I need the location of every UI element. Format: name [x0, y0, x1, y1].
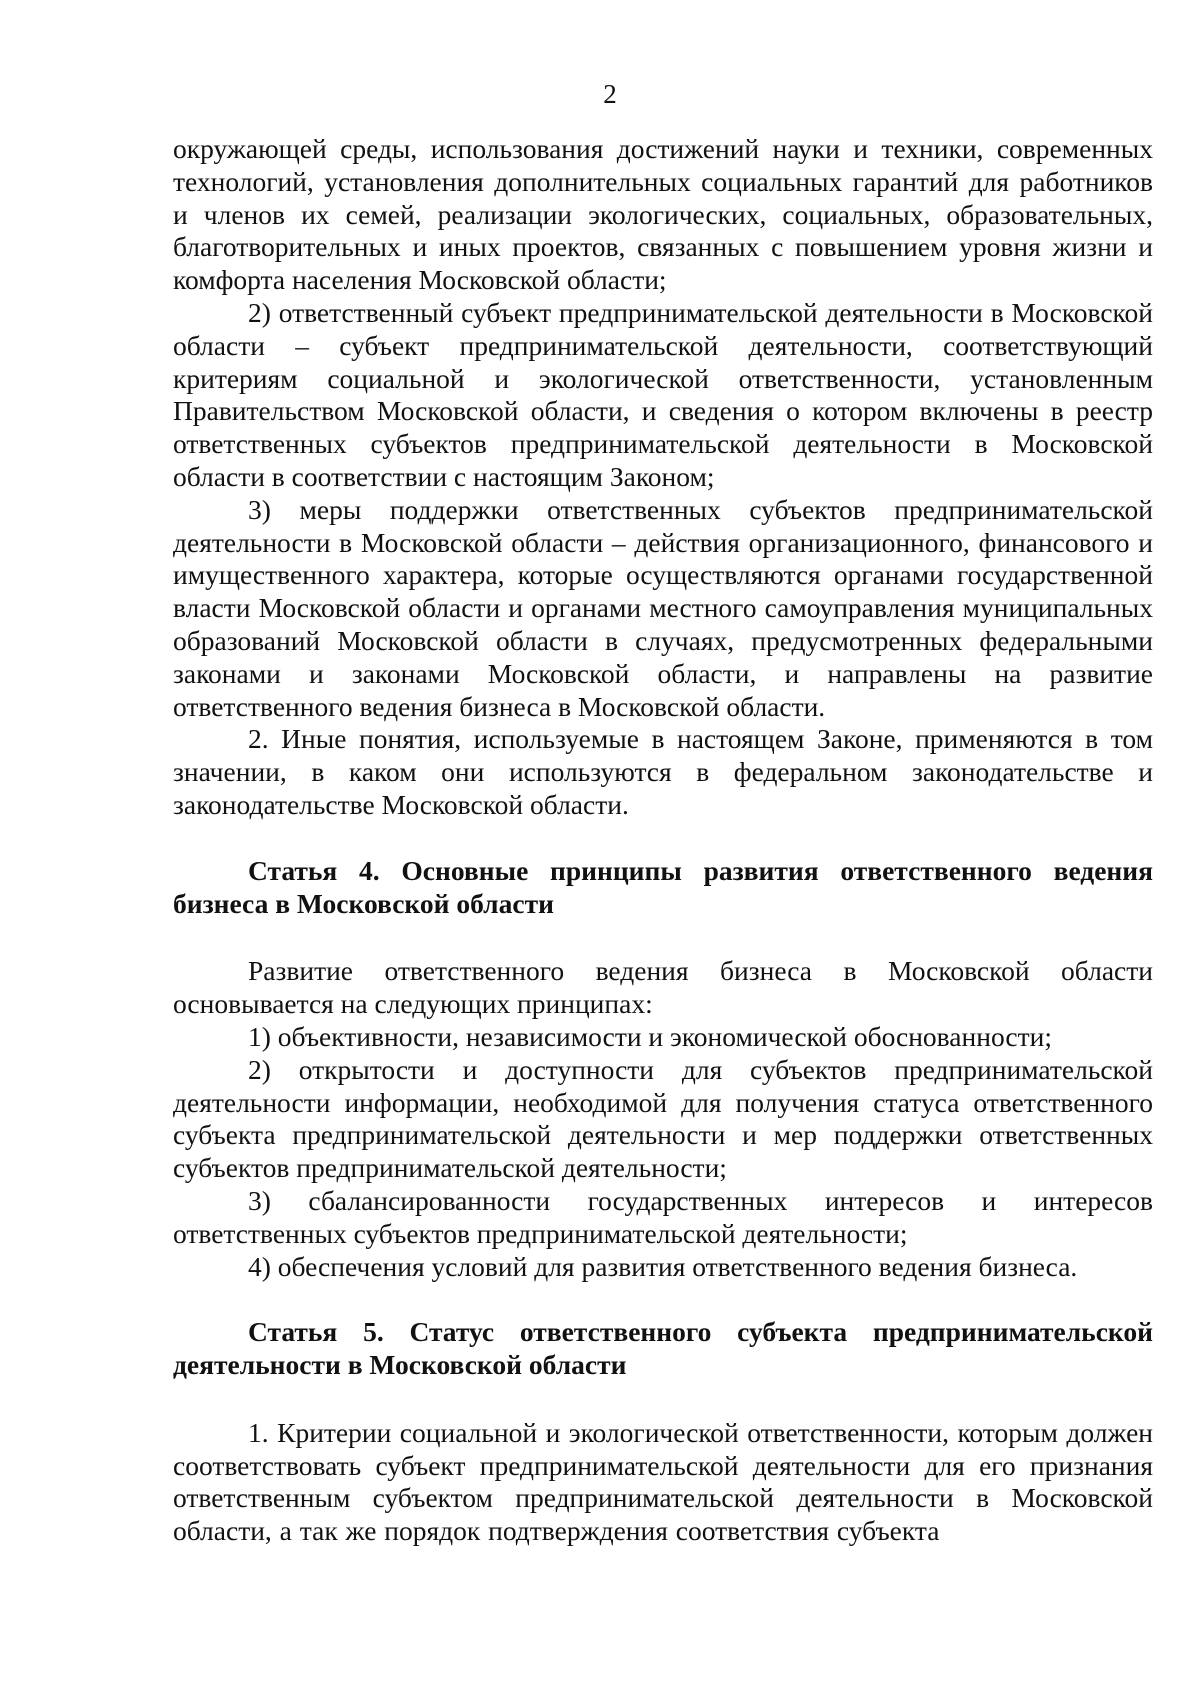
spacer	[173, 1283, 1153, 1316]
document-body	[173, 133, 1153, 1548]
paragraph-continuation: окружающей среды, использования достижений науки и техники, современных технологий, установления дополнительных социальных гарантий для работников и членов их семей, реализации экологических, социальных, образовательных, благотворительных и иных проектов, связанных с повышением уровня жизни и комфорта населения Московской области;	[173, 133, 1153, 296]
article-5-clause-1: 1. Критерии социальной и экологической ответственности, которым должен соответствовать субъект предпринимательской деятельности для его признания ответственным субъектом предпринимательской деятельности в Московской области, а так же порядок подтверждения соответствия субъекта	[173, 1416, 1153, 1547]
article-5-heading: Статья 5. Статус ответственного субъекта предпринимательской деятельности в Московской области	[173, 1316, 1153, 1381]
paragraph-definition-3: 3) меры поддержки ответственных субъектов предпринимательской деятельности в Московской области – действия организационного, финансового и имущественного характера, которые осуществляются органами государственной власти Московской области и органами местного самоуправления муниципальных образований Московской области в случаях, предусмотренных федеральными законами и законами Московской области, и направлены на развитие ответственного ведения бизнеса в Московской области.	[173, 493, 1153, 722]
article-4-intro: Развитие ответственного ведения бизнеса в Московской области основывается на следующих принципах:	[173, 955, 1153, 1020]
article-4-heading: Статья 4. Основные принципы развития ответственного ведения бизнеса в Московской области	[173, 854, 1153, 919]
spacer	[173, 1382, 1153, 1417]
article-4-principle-3: 3) сбалансированности государственных интересов и интересов ответственных субъектов предпринимательской деятельности;	[173, 1184, 1153, 1249]
page-number: 2	[603, 79, 617, 109]
spacer	[173, 822, 1153, 855]
paragraph-definition-2: 2) ответственный субъект предпринимательской деятельности в Московской области – субъект предпринимательской деятельности, соответствующий критериям социальной и экологической ответственности, установленным Правительством Московской области, и сведения о котором включены в реестр ответственных субъектов предпринимательской деятельности в Московской области в соответствии с настоящим Законом;	[173, 296, 1153, 492]
article-4-principle-2: 2) открытости и доступности для субъектов предпринимательской деятельности информации, необходимой для получения статуса ответственного субъекта предпринимательской деятельности и мер поддержки ответственных субъектов предпринимательской деятельности;	[173, 1053, 1153, 1184]
spacer	[173, 920, 1153, 955]
paragraph-clause-2: 2. Иные понятия, используемые в настоящем Законе, применяются в том значении, в каком они используются в федеральном законодательстве и законодательстве Московской области.	[173, 723, 1153, 820]
article-4-principle-4: 4) обеспечения условий для развития ответственного ведения бизнеса.	[248, 1250, 1078, 1282]
article-4-principle-1: 1) объективности, независимости и экономической обоснованности;	[248, 1020, 1052, 1052]
